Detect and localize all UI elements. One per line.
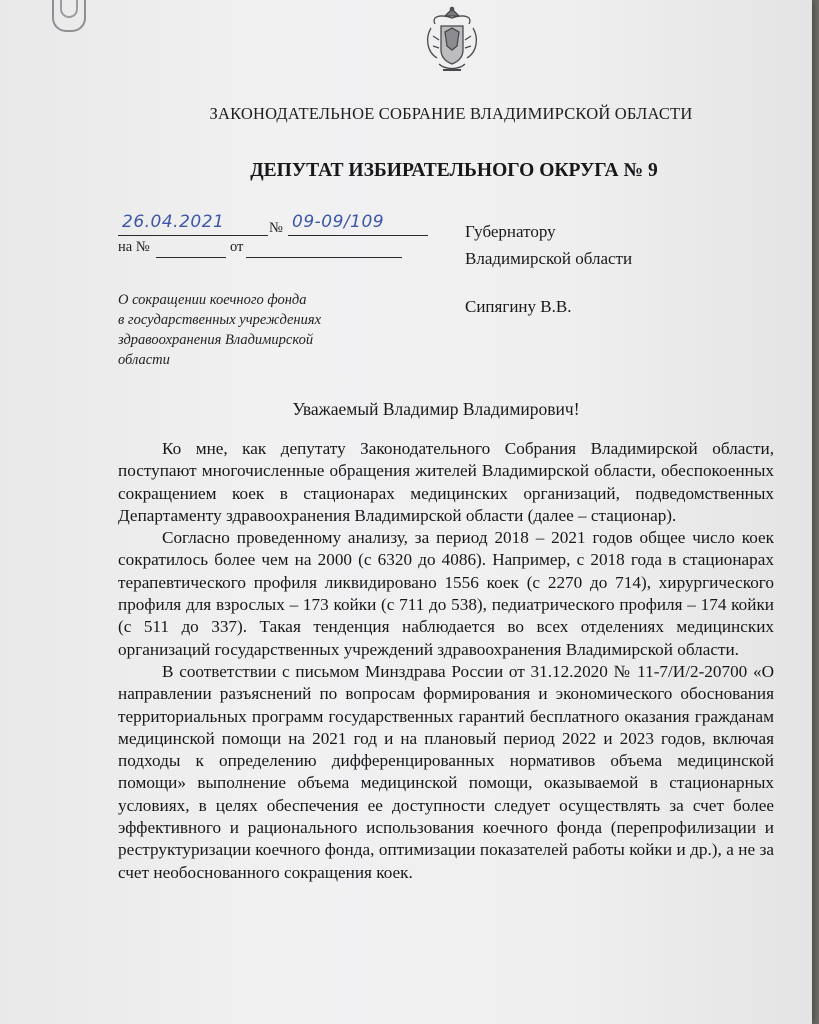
date-line	[118, 235, 268, 236]
paragraph: Согласно проведенному анализу, за период 2018 – 2021 годов общее число коек сократилось более чем на 2000 (с 6320 до 4086). Например, с 2018 года в стационарах терапевтического профиля ликвидировано 1556 коек (с 2270 до 714), хирургического профиля для взрослых – 173 койки (с 711 до 538), педиатрического профиля – 174 койки (с 511 до 337). Такая тенденция наблюдается во всех отделениях медицинских организаций государственных учреждений здравоохранения Владимирской области.	[118, 528, 774, 659]
letter-body	[118, 438, 774, 884]
subject-block	[118, 290, 378, 370]
reply-date-line	[246, 257, 402, 258]
reply-to-label: на №	[118, 239, 150, 255]
reply-number-line	[156, 257, 226, 258]
addressee-line: Владимирской области	[465, 249, 633, 268]
organization-name: ЗАКОНОДАТЕЛЬНОЕ СОБРАНИЕ ВЛАДИМИРСКОЙ ОБЛАСТИ	[209, 104, 693, 123]
number-line	[288, 235, 428, 236]
addressee-line: Губернатору	[465, 222, 556, 241]
number-sign: №	[269, 220, 283, 236]
paragraph: Ко мне, как депутату Законодательного Собрания Владимирской области, поступают многочисленные обращения жителей Владимирской области, обеспокоенных сокращением коек в стационарах медицинских организаций, подведомственных Департаменту здравоохранения Владимирской области (далее – стационар).	[118, 439, 774, 525]
handwritten-number: 09-09/109	[292, 212, 385, 232]
deputy-title: ДЕПУТАТ ИЗБИРАТЕЛЬНОГО ОКРУГА № 9	[250, 160, 658, 181]
from-label: от	[230, 239, 244, 255]
subject-line: в государственных учреждениях	[118, 312, 322, 328]
addressee-name: Сипягину В.В.	[465, 297, 572, 316]
registration-block	[118, 212, 448, 262]
subject-line: здравоохранения Владимирской	[118, 332, 314, 348]
handwritten-date: 26.04.2021	[122, 212, 225, 232]
addressee-block	[465, 218, 632, 320]
subject-line: О сокращении коечного фонда	[118, 292, 307, 308]
subject-line: области	[118, 352, 170, 368]
paragraph: В соответствии с письмом Минздрава России от 31.12.2020 № 11-7/И/2-20700 «О направлении разъяснений по вопросам формирования и экономического обоснования территориальных программ государственных гарантий бесплатного оказания гражданам медицинской помощи на 2021 год и на плановый период 2022 и 2023 годов, включая подходы к определению дифференцированных нормативов объема медицинской помощи» выполнение объема медицинской помощи, оказываемой в стационарных условиях, в целях обеспечения ее доступности следует осуществлять за счет более эффективного и рационального использования коечного фонда (перепрофилизации и реструктуризации коечного фонда, оптимизации показателей работы койки и др.), а не за счет необоснованного сокращения коек.	[118, 661, 774, 882]
paper-clip-icon	[52, 0, 86, 32]
greeting: Уважаемый Владимир Владимирович!	[292, 399, 580, 419]
coat-of-arms-icon	[421, 6, 483, 74]
